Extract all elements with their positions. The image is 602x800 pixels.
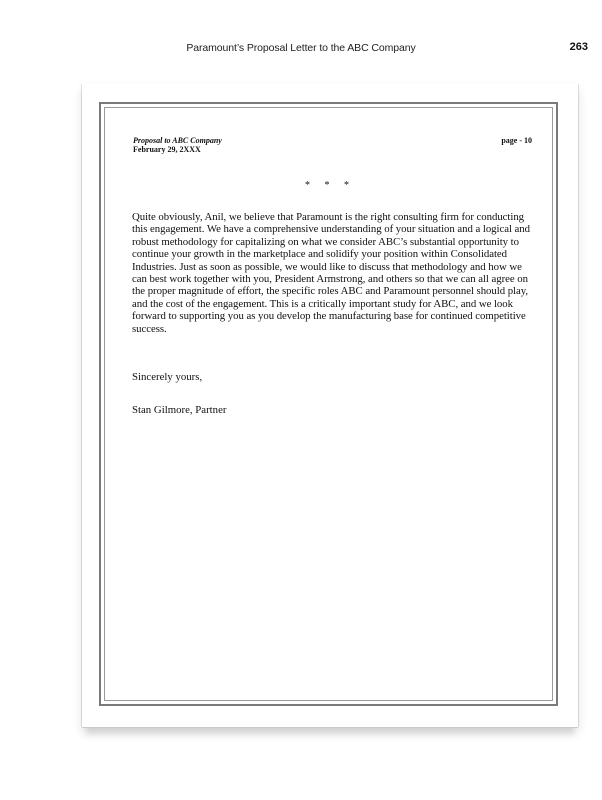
letter-header-left <box>133 136 222 154</box>
letter-signature: Stan Gilmore, Partner <box>132 404 227 416</box>
running-header <box>0 40 602 60</box>
sheet-shadow <box>86 726 574 738</box>
section-separator: * * * <box>305 180 355 191</box>
letter-date: February 29, 2XXX <box>133 145 201 154</box>
proposal-company: Proposal to ABC Company <box>133 136 222 145</box>
letter-sheet <box>82 84 578 727</box>
letter-closing: Sincerely yours, <box>132 371 203 383</box>
letter-body-paragraph: Quite obviously, Anil, we believe that Paramount is the right consulting firm for conducting this engagement. We have a comprehensive understanding of your situation and a logical and robust methodology for capitalizing on what we consider ABC’s substantial opportunity to continue your growth in the marketplace and solidify your position within Consolidated Industries. Just as soon as possible, we would like to discuss that methodology and how we can best work together with you, President Armstrong, and others so that we can all agree on the proper magnitude of effort, the specific roles ABC and Paramount personnel should play, and the cost of the engagement. This is a critically important study for ABC, and we look forward to supporting you as you develop the manufacturing base for continued competitive success. <box>132 211 530 335</box>
running-header-title: Paramount’s Proposal Letter to the ABC Company <box>186 42 416 54</box>
book-page-number: 263 <box>569 41 588 53</box>
letter-page-number: page - 10 <box>501 136 532 145</box>
